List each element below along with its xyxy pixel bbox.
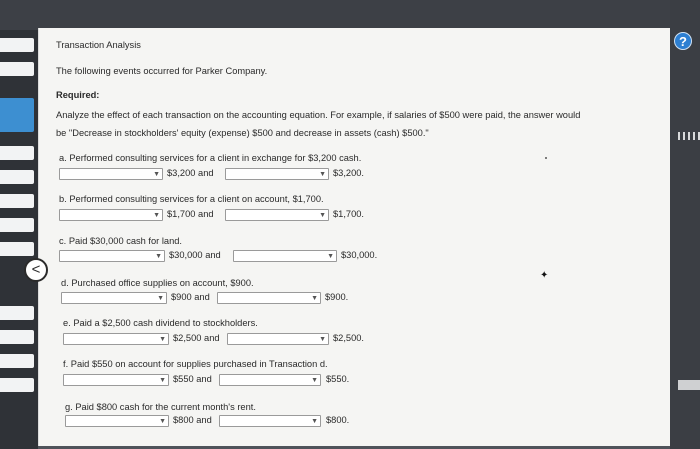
instructions-line-2: be "Decrease in stockholders' equity (expense) $500 and decrease in assets (cash) $500."	[56, 128, 429, 138]
chevron-down-icon: ▼	[159, 377, 166, 384]
top-bar	[0, 0, 700, 30]
transaction-a-amount-2: $3,200.	[333, 168, 365, 178]
nav-tab[interactable]	[0, 38, 34, 52]
chevron-down-icon: ▼	[311, 295, 318, 302]
nav-tab[interactable]	[0, 242, 34, 256]
nav-tab[interactable]	[0, 62, 34, 76]
transaction-e-amount-1: $2,500 and	[173, 333, 220, 343]
chevron-down-icon: ▼	[153, 212, 160, 219]
nav-tab[interactable]	[0, 146, 34, 160]
back-arrow-icon[interactable]: <	[24, 258, 48, 282]
transaction-b-amount-2: $1,700.	[333, 209, 365, 219]
transaction-a-select-2[interactable]	[225, 168, 329, 180]
transaction-f-amount-2: $550.	[326, 374, 350, 384]
transaction-c-amount-1: $30,000 and	[169, 250, 221, 260]
chevron-down-icon: ▼	[319, 212, 326, 219]
transaction-c-select-1[interactable]	[59, 250, 165, 262]
page-title: Transaction Analysis	[56, 40, 141, 50]
transaction-g-select-1[interactable]	[65, 415, 169, 427]
transaction-a-select-1[interactable]	[59, 168, 163, 180]
toolbar-marks	[678, 380, 700, 390]
chevron-down-icon: ▼	[311, 377, 318, 384]
nav-tab[interactable]	[0, 218, 34, 232]
nav-tab-active[interactable]	[0, 98, 34, 132]
required-label: Required:	[56, 90, 100, 100]
nav-tab[interactable]	[0, 330, 34, 344]
transaction-a-amount-1: $3,200 and	[167, 168, 214, 178]
help-icon[interactable]: ?	[674, 32, 692, 50]
transaction-b-label: b. Performed consulting services for a client on account, $1,700.	[59, 194, 324, 204]
transaction-c-amount-2: $30,000.	[341, 250, 378, 260]
transaction-a-label: a. Performed consulting services for a client in exchange for $3,200 cash.	[59, 153, 362, 163]
left-question-nav	[0, 30, 38, 449]
mouse-cursor-icon: ✦	[540, 270, 549, 281]
transaction-g-select-2[interactable]	[219, 415, 321, 427]
transaction-e-select-1[interactable]	[63, 333, 169, 345]
chevron-down-icon: ▼	[327, 253, 334, 260]
transaction-b-amount-1: $1,700 and	[167, 209, 214, 219]
intro-text: The following events occurred for Parker Company.	[56, 66, 268, 76]
transaction-e-amount-2: $2,500.	[333, 333, 365, 343]
transaction-e-select-2[interactable]	[227, 333, 329, 345]
chevron-down-icon: ▼	[319, 336, 326, 343]
transaction-d-amount-2: $900.	[325, 292, 349, 302]
transaction-g-label: g. Paid $800 cash for the current month's rent.	[65, 402, 256, 412]
transaction-b-select-2[interactable]	[225, 209, 329, 221]
transaction-b-select-1[interactable]	[59, 209, 163, 221]
transaction-f-select-2[interactable]	[219, 374, 321, 386]
transaction-f-amount-1: $550 and	[173, 374, 212, 384]
transaction-g-amount-2: $800.	[326, 415, 350, 425]
instructions-line-1: Analyze the effect of each transaction on the accounting equation. For example, if salaries of $500 were paid, the answer would	[56, 110, 581, 120]
nav-tab[interactable]	[0, 194, 34, 208]
nav-tab[interactable]	[0, 354, 34, 368]
right-toolbar	[670, 0, 700, 449]
chevron-down-icon: ▼	[157, 295, 164, 302]
transaction-d-label: d. Purchased office supplies on account, $900.	[61, 278, 254, 288]
chevron-down-icon: ▼	[311, 418, 318, 425]
transaction-d-select-2[interactable]	[217, 292, 321, 304]
transaction-g-amount-1: $800 and	[173, 415, 212, 425]
transaction-c-select-2[interactable]	[233, 250, 337, 262]
transaction-d-amount-1: $900 and	[171, 292, 210, 302]
stray-dot	[545, 157, 547, 159]
chevron-down-icon: ▼	[155, 253, 162, 260]
chevron-down-icon: ▼	[319, 171, 326, 178]
transaction-e-label: e. Paid a $2,500 cash dividend to stockholders.	[63, 318, 258, 328]
chevron-down-icon: ▼	[159, 418, 166, 425]
nav-tab[interactable]	[0, 378, 34, 392]
question-panel	[38, 28, 670, 446]
nav-tab[interactable]	[0, 170, 34, 184]
transaction-f-select-1[interactable]	[63, 374, 169, 386]
transaction-d-select-1[interactable]	[61, 292, 167, 304]
chevron-down-icon: ▼	[153, 171, 160, 178]
chevron-down-icon: ▼	[159, 336, 166, 343]
toolbar-marks	[678, 132, 700, 140]
transaction-c-label: c. Paid $30,000 cash for land.	[59, 236, 183, 246]
transaction-f-label: f. Paid $550 on account for supplies purchased in Transaction d.	[63, 359, 328, 369]
nav-tab[interactable]	[0, 306, 34, 320]
